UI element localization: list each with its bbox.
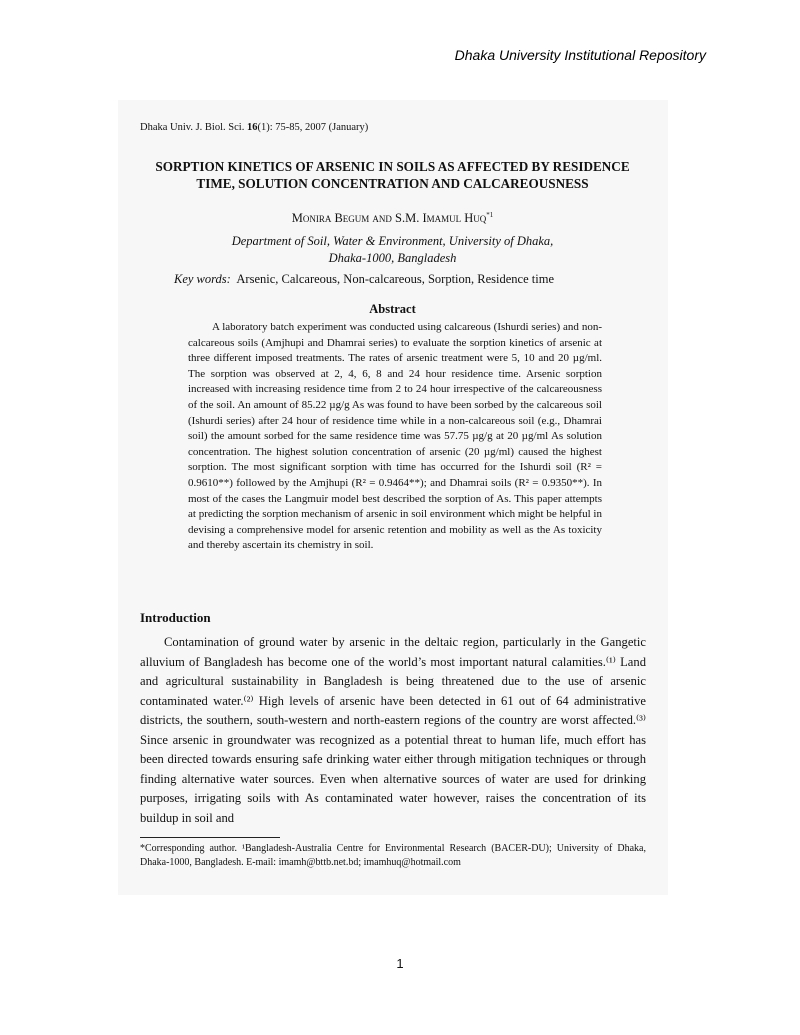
corresponding-author-footnote: *Corresponding author. ¹Bangladesh-Australia Centre for Environmental Research (BACER-DU); University of Dhaka, Dhaka-1000, Bangladesh. E-mail: imamh@bttb.net.bd; imamhuq@hotmail.com [140,843,646,868]
affiliation-line-1: Department of Soil, Water & Environment, University of Dhaka, [231,234,554,248]
citation-prefix: Dhaka Univ. J. Biol. Sci. [140,122,247,133]
citation-suffix: (1): 75-85, 2007 (January) [257,122,369,133]
paper-title: SORPTION KINETICS OF ARSENIC IN SOILS AS AFFECTED BY RESIDENCE TIME, SOLUTION CONCENTRATION AND CALCAREOUSNESS [155,159,630,191]
author-footnote-mark: *1 [486,211,494,219]
introduction-heading: Introduction [140,610,211,625]
author-list [150,211,635,226]
affiliation-line-2: Dhaka-1000, Bangladesh [328,251,457,265]
introduction-text: Contamination of ground water by arsenic in the deltaic region, particularly in the Gangetic alluvium of Bangladesh has become one of the world’s most important natural calamities.⁽¹⁾ Land and agricultural sustainability in Bangladesh is being threatened due to the use of arsenic contaminated water.⁽²⁾ High levels of arsenic have been detected in 61 out of 64 administrative districts, the southern, south-western and north-eastern regions of the country are worst affected.⁽³⁾ Since arsenic in groundwater was recognized as a potential threat to human life, much effort has been directed towards ensuring safe drinking water either through mitigation techniques or through finding alternative water sources. Even when alternative sources of water are used for drinking purposes, irrigating soils with As contaminated water however, raises the concentration of its buildup in soil and [140,635,646,825]
author-affiliation [150,233,635,267]
keywords-text: Arsenic, Calcareous, Non-calcareous, Sorption, Residence time [236,272,554,286]
journal-citation [140,122,368,133]
footnote-divider [140,837,280,838]
citation-volume: 16 [246,122,258,133]
repository-header: Dhaka University Institutional Repository [454,47,706,63]
keywords-label: Key words: [174,272,231,286]
page-number: 1 [396,956,404,971]
authors-names: Monira Begum and S.M. Imamul Huq [291,211,487,226]
keywords [174,272,644,287]
abstract-text: A laboratory batch experiment was conducted using calcareous (Ishurdi series) and non-calcareous soils (Amjhupi and Dhamrai series) to evaluate the sorption kinetics of arsenic at three different imposed treatments. The rates of arsenic treatment were 5, 10 and 20 µg/ml. The sorption was observed at 2, 4, 6, 8 and 24 hour residence time. Arsenic sorption increased with increasing residence time from 2 to 24 hour irrespective of the calcareousness of the soil. An amount of 85.22 µg/g As was found to have been sorbed by the calcareous soil (Ishurdi series) after 24 hour of residence time while in a non-calcareous soil (e.g., Dhamrai soil) the amount sorbed for the same residence time was 57.75 µg/g at 20 µg/ml As solution concentration. The highest solution concentration of arsenic (20 µg/ml) caused the highest sorption. The most significant sorption with time has occurred for the Ishurdi soil (R² = 0.9610**) followed by the Amjhupi (R² = 0.9464**); and Dhamrai soils (R² = 0.9350**). In most of the cases the Langmuir model best described the sorption of As. This paper attempts at predicting the sorption mechanism of arsenic in soil environment which might be helpful in devising a comprehensive model for arsenic retention and mobility as well as the As toxicity and thereby ascertain its chemistry in soil. [188,321,602,552]
abstract-heading: Abstract [369,302,416,316]
